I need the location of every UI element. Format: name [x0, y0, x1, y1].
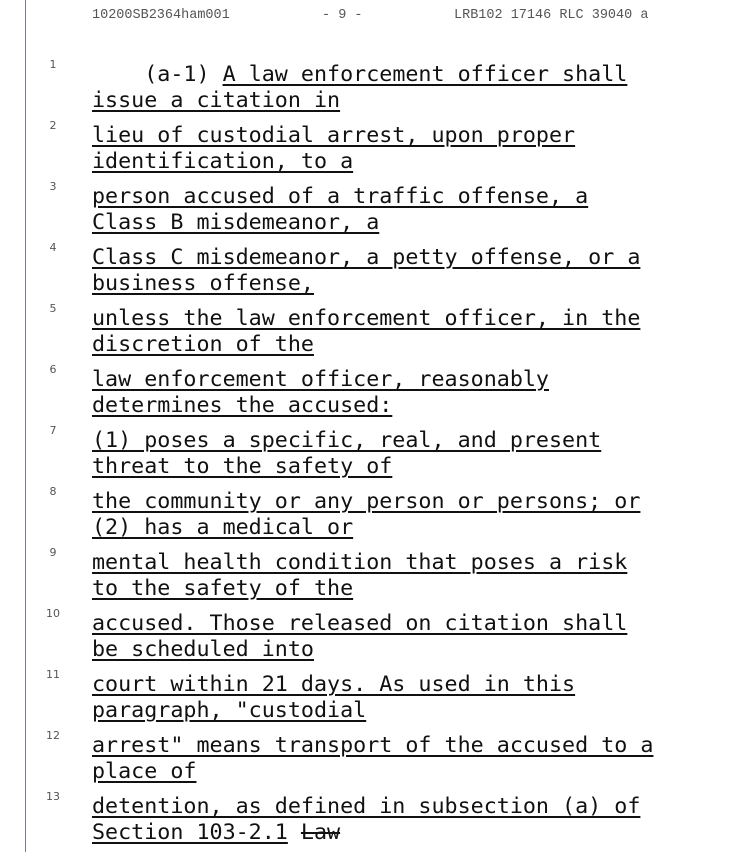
text-segment: [288, 820, 301, 845]
line-text: [92, 672, 575, 724]
line-text: [92, 367, 549, 419]
page-number: - 9 -: [322, 8, 363, 23]
inserted-text: court within 21 days. As used in this paragraph, "custodial: [92, 672, 576, 723]
line-number: 2: [49, 119, 57, 132]
inserted-text: person accused of a traffic offense, a Class B misdemeanor, a: [92, 184, 589, 235]
line-number: 1: [49, 58, 57, 71]
line-text: [92, 489, 640, 541]
line-number: 5: [49, 302, 57, 315]
line-number: 6: [49, 363, 57, 376]
line-text: [92, 245, 640, 297]
line-number: 7: [49, 424, 57, 437]
inserted-text: A law enforcement officer shall issue a citation in: [92, 62, 628, 113]
lrb-reference: LRB102 17146 RLC 39040 a: [454, 8, 649, 23]
inserted-text: detention, as defined in subsection (a) of Section 103-2.1: [92, 794, 641, 845]
page-left-border: [25, 0, 26, 852]
deleted-text: Law: [300, 820, 341, 845]
inserted-text: law enforcement officer, reasonably determines the accused:: [92, 367, 549, 418]
line-number: 4: [49, 241, 57, 254]
line-number: 11: [46, 668, 60, 681]
line-text: [92, 550, 627, 602]
line-text: [92, 306, 640, 358]
line-number: 8: [49, 485, 57, 498]
line-text: [92, 123, 575, 175]
inserted-text: mental health condition that poses a risk to the safety of the: [92, 550, 628, 601]
line-number: 9: [49, 546, 57, 559]
inserted-text: lieu of custodial arrest, upon proper identification, to a: [92, 123, 576, 174]
line-number: 13: [46, 790, 60, 803]
line-text: [92, 428, 601, 480]
inserted-text: (1) poses a specific, real, and present threat to the safety of: [92, 428, 602, 479]
text-segment: (a-1): [92, 62, 223, 87]
line-text: [92, 62, 627, 114]
line-text: [92, 611, 627, 663]
inserted-text: the community or any person or persons; or (2) has a medical or: [92, 489, 641, 540]
line-text: [92, 733, 653, 785]
inserted-text: Class C misdemeanor, a petty offense, or a business offense,: [92, 245, 641, 296]
line-number: 12: [46, 729, 60, 742]
line-number: 10: [46, 607, 60, 620]
line-text: [92, 794, 640, 846]
line-number: 3: [49, 180, 57, 193]
inserted-text: arrest" means transport of the accused to a place of: [92, 733, 654, 784]
line-text: [92, 184, 588, 236]
document-id: 10200SB2364ham001: [92, 8, 230, 23]
inserted-text: unless the law enforcement officer, in the discretion of the: [92, 306, 641, 357]
inserted-text: accused. Those released on citation shall be scheduled into: [92, 611, 628, 662]
